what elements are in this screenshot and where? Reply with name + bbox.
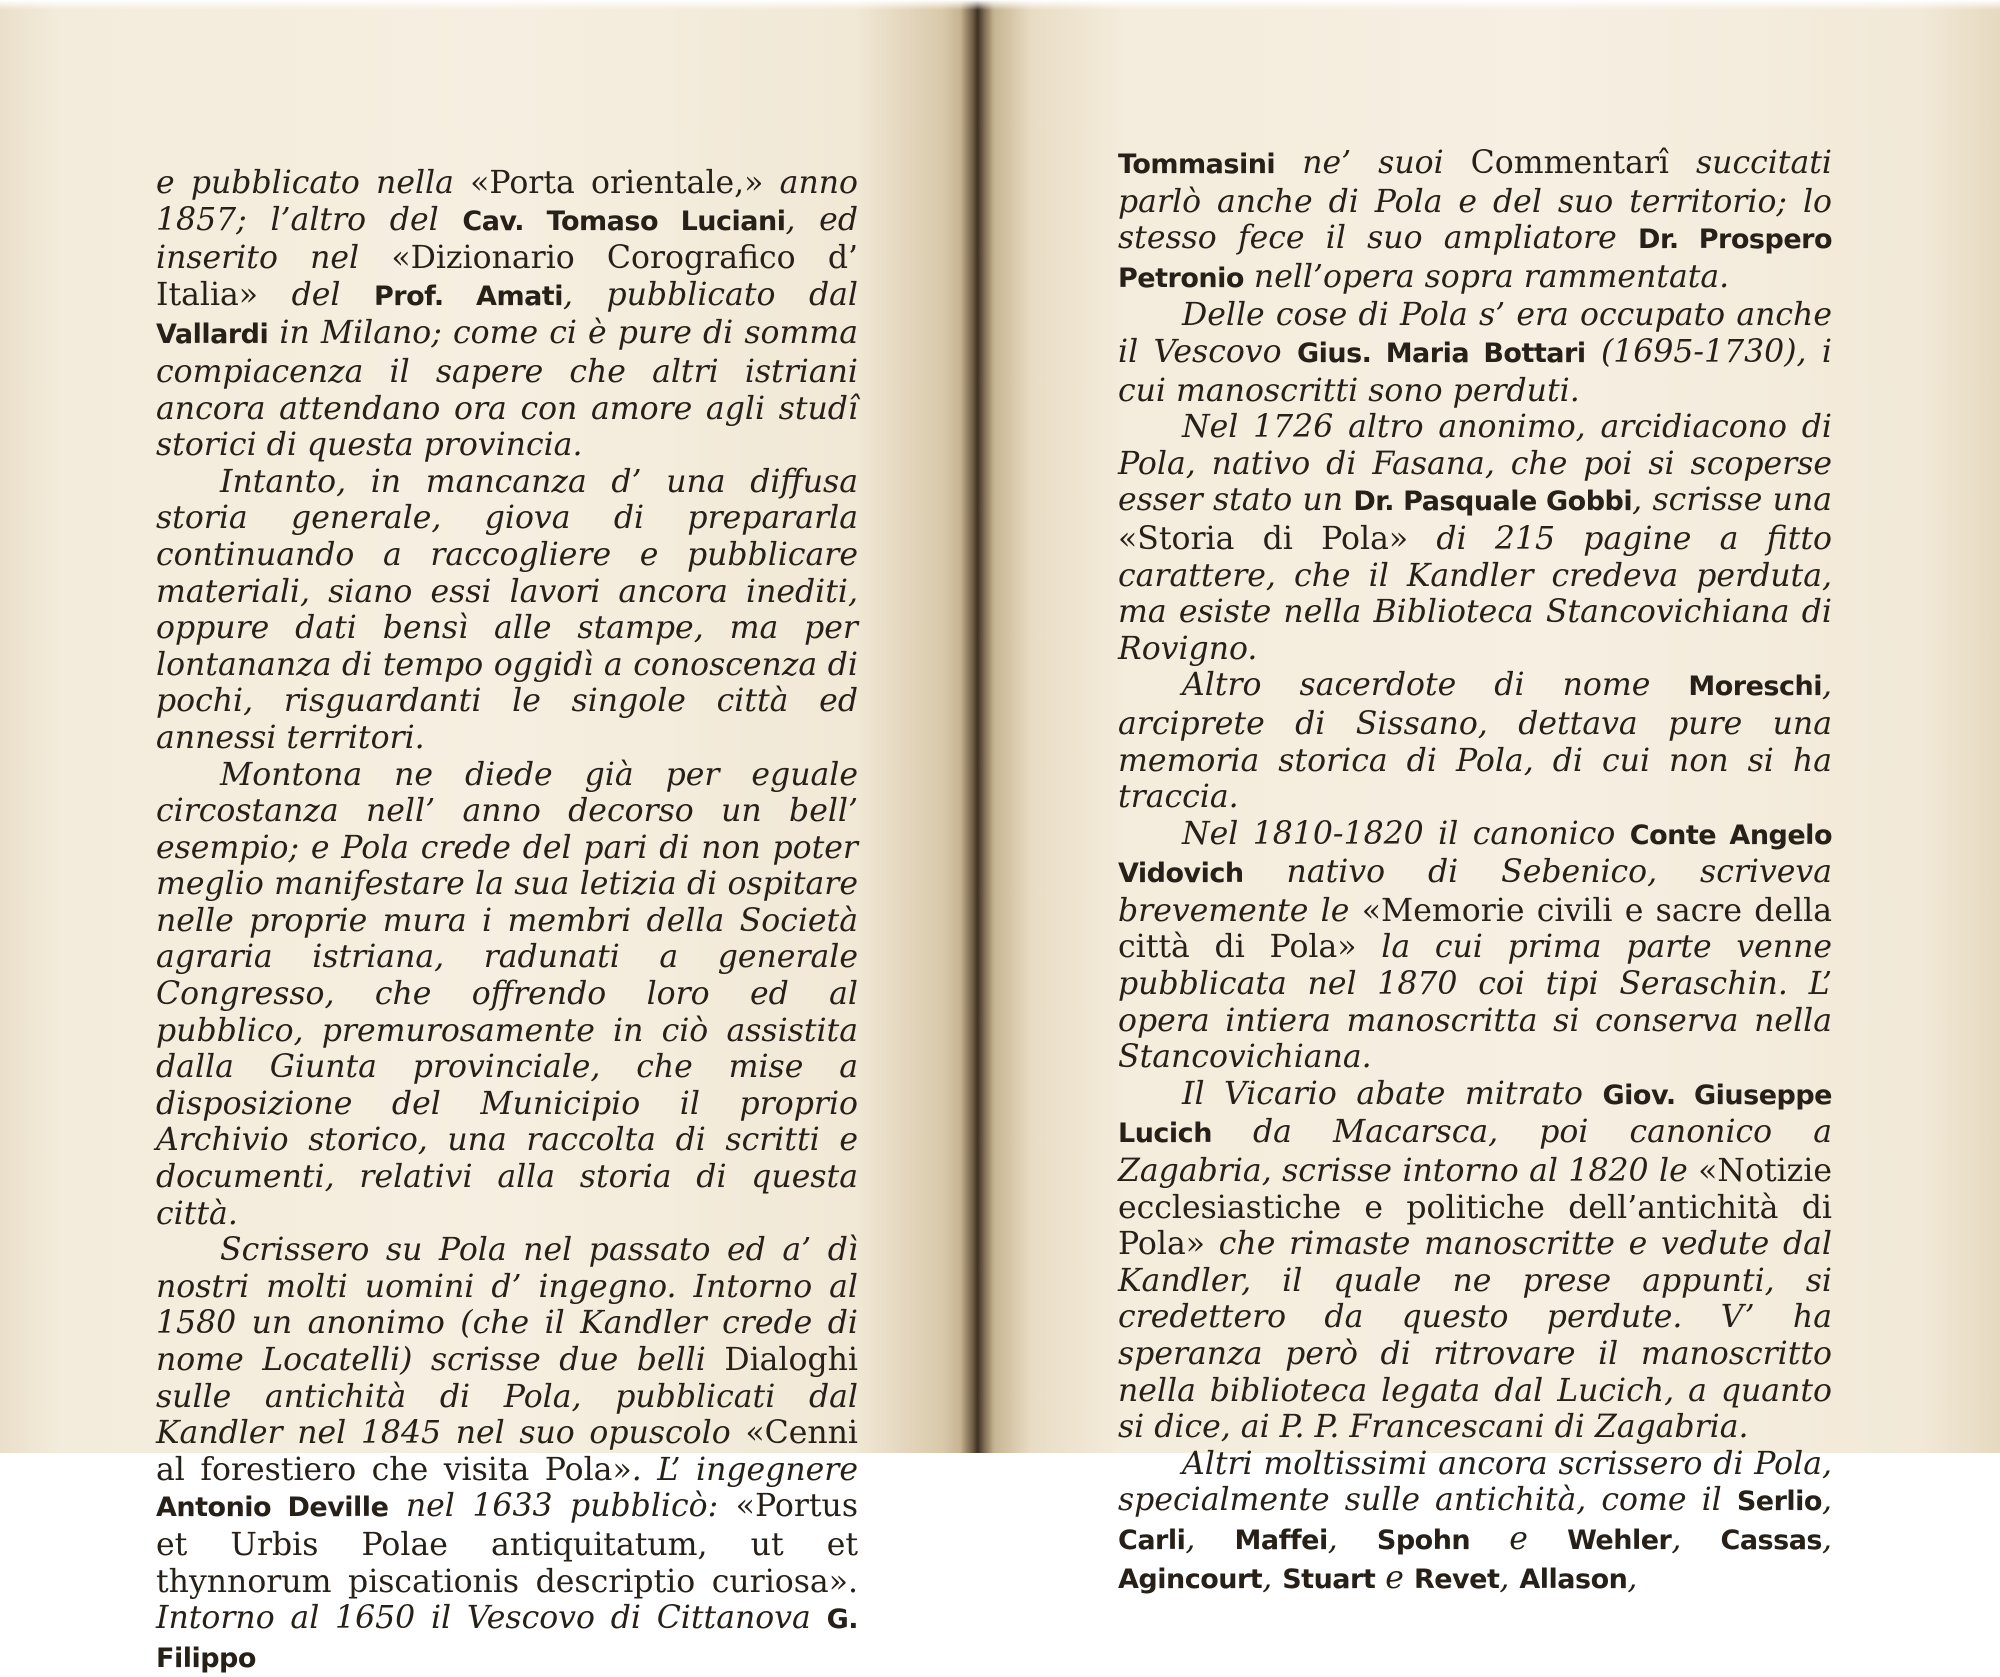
paragraph (1118, 667, 1832, 815)
left-page-text (156, 165, 858, 1677)
quoted-title: «Storia di Pola» (1118, 520, 1437, 557)
text-run: Altri moltissimi ancora scrissero di Pola, specialmente sulle antichità, come il (1118, 1445, 1832, 1519)
paragraph (156, 165, 858, 464)
text-run: Intanto, in mancanza d’ una diffusa storia generale, giova di prepararla continuando a raccogliere e pubblicare materiali, siano essi lavori ancora inediti, oppure dati bensì alle stampe, ma per lontananza di tempo oggidì a conoscenza di pochi, risguardanti le singole città ed annessi territori. (156, 463, 858, 756)
text-run: del (291, 276, 374, 313)
paragraph (1118, 1446, 1832, 1598)
proper-name: Stuart (1282, 1563, 1376, 1595)
proper-name: Giov. Giuseppe Lucich (1118, 1079, 1832, 1150)
text-run: Intorno al 1650 il Vescovo di Cittanova (156, 1600, 827, 1637)
page-top-edge (0, 0, 2000, 10)
right-page-text (1118, 145, 1832, 1598)
text-run: (1695-1730), i cui manoscritti sono perduti. (1118, 333, 1832, 409)
proper-name: Gius. Maria Bottari (1296, 337, 1586, 369)
text-run: , (1499, 1559, 1520, 1596)
text-run: in Milano; come ci è pure di somma compiacenza il sapere che altri istriani ancora attendano ora con amore agli studî storici di questa provincia. (156, 315, 858, 464)
text-run: e pubblicato nella (156, 165, 471, 201)
text-run: Montona ne diede già per eguale circostanza nell’ anno decorso un bell’ esempio; e Pola crede del pari di non poter meglio manifestare la sua letizia di ospitare nelle proprie mura i membri della Società agraria istriana, radunati a generale Congresso, che offrendo loro ed al pubblico, premurosamente in ciò assistita dalla Giunta provinciale, che mise a disposizione del Municipio il proprio Archivio storico, una raccolta di scritti e documenti, relativi alla storia di questa città. (156, 756, 858, 1232)
text-run: , (1627, 1559, 1638, 1596)
paragraph (1118, 145, 1832, 297)
text-run: sulle antichità di Pola, pubblicati dal Kandler nel 1845 nel suo opuscolo (156, 1378, 858, 1452)
paragraph (156, 464, 858, 757)
paragraph (1118, 816, 1832, 1076)
text-run: , (1671, 1520, 1721, 1557)
text-run: Altro sacerdote di nome (1182, 667, 1689, 704)
text-run: la cui prima parte venne pubblicata nel 1870 coi tipi Seraschin. L’ opera intiera manoscritta si conserva nella Stancovichiana. (1118, 929, 1832, 1076)
proper-name: Carli (1118, 1524, 1186, 1556)
text-run: Nel 1726 altro anonimo, arcidiacono di Pola, nativo di Fasana, che poi si scoperse esser stato un (1118, 409, 1832, 519)
paragraph (156, 757, 858, 1233)
text-run: , (1185, 1520, 1235, 1557)
text-run: , scrisse una (1632, 482, 1832, 519)
text-run: , (1821, 1482, 1832, 1519)
text-run: nativo di Sebenico, scriveva brevemente le (1118, 854, 1832, 929)
text-run: e (1375, 1559, 1414, 1596)
text-run: da Macarsca, poi canonico a Zagabria, scrisse intorno al 1820 le (1118, 1114, 1832, 1190)
proper-name: Conte Angelo Vidovich (1118, 819, 1832, 890)
text-run: Nel 1810-1820 il canonico (1182, 815, 1630, 852)
proper-name: Prof. Amati (373, 280, 563, 312)
proper-name: Vallardi (156, 319, 269, 351)
paragraph (1118, 1076, 1832, 1446)
proper-name: Moreschi (1688, 671, 1822, 703)
proper-name: Serlio (1736, 1486, 1822, 1518)
text-run: Delle cose di Pola s’ era occupato anche il Vescovo (1118, 297, 1832, 370)
text-run: Scrissero su Pola nel passato ed a’ dì nostri molti uomini d’ ingegno. Intorno al 1580 un anonimo (che il Kandler crede di nome Locatelli) scrisse due belli (156, 1232, 858, 1378)
proper-name: Dr. Prospero Petronio (1118, 224, 1832, 294)
paragraph (1118, 297, 1832, 409)
text-run: succitati parlò anche di Pola e del suo territorio; lo stesso fece il suo ampliatore (1118, 145, 1832, 257)
book-gutter (960, 0, 992, 1453)
proper-name: Cav. Tomaso Luciani (462, 205, 786, 237)
text-run: e (1470, 1520, 1568, 1557)
proper-name: G. Filippo (156, 1604, 858, 1674)
text-run: , (1821, 1520, 1832, 1557)
quoted-title: Dialoghi (724, 1342, 858, 1378)
proper-name: Spohn (1376, 1524, 1471, 1556)
text-run: che rimaste manoscritte e vedute dal Kandler, il quale ne prese appunti, si credettero da questo perdute. V’ ha speranza però di ritrovare il manoscritto nella biblioteca legata dal Lucich, a quanto si dice, ai P. P. Francescani di Zagabria. (1118, 1226, 1832, 1446)
text-run: ne’ suoi (1275, 145, 1471, 181)
text-run: . L’ ingegnere (631, 1451, 858, 1488)
proper-name: Antonio Deville (156, 1492, 389, 1524)
text-run: di 215 pagine a fitto carattere, che il Kandler credeva perduta, ma esiste nella Biblioteca Stancovichiana di Rovigno. (1118, 520, 1832, 667)
paragraph (1118, 409, 1832, 667)
text-run: , ed inserito nel (156, 201, 858, 277)
paragraph (156, 1232, 858, 1677)
proper-name: Cassas (1720, 1524, 1822, 1556)
left-page (0, 0, 972, 1674)
proper-name: Dr. Pasquale Gobbi (1353, 486, 1633, 518)
text-run: anno 1857; l’altro del (156, 165, 858, 238)
right-page (980, 0, 2000, 1596)
proper-name: Wehler (1567, 1524, 1672, 1556)
text-run: , (1327, 1520, 1377, 1557)
proper-name: Maffei (1234, 1524, 1328, 1556)
text-run: nel 1633 pubblicò: (388, 1488, 736, 1525)
quoted-title: «Notizie ecclesiastiche e politiche dell’antichità di Pola» (1118, 1153, 1832, 1263)
text-run: , arciprete di Sissano, dettava pure una memoria storica di Pola, di cui non si ha traccia. (1118, 667, 1832, 816)
proper-name: Tommasini (1118, 149, 1276, 180)
text-run: Il Vicario abate mitrato (1182, 1075, 1603, 1112)
proper-name: Agincourt (1118, 1563, 1263, 1595)
quoted-title: «Porta orientale,» (470, 165, 780, 201)
text-run: , (1262, 1559, 1283, 1596)
quoted-title: «Portus et Urbis Polae antiquitatum, ut et thynnorum piscationis descriptio curiosa». (156, 1488, 858, 1600)
text-run: , pubblicato dal (562, 276, 858, 313)
quoted-title: «Cenni al forestiero che visita Pola» (156, 1415, 858, 1488)
proper-name: Allason (1519, 1563, 1628, 1595)
quoted-title: Commentarî (1470, 145, 1696, 181)
quoted-title: «Memorie civili e sacre della città di Pola» (1118, 892, 1832, 966)
proper-name: Revet (1413, 1563, 1500, 1595)
quoted-title: «Dizionario Corografico d’ Italia» (156, 240, 858, 313)
text-run: nell’opera sopra rammentata. (1243, 258, 1730, 295)
